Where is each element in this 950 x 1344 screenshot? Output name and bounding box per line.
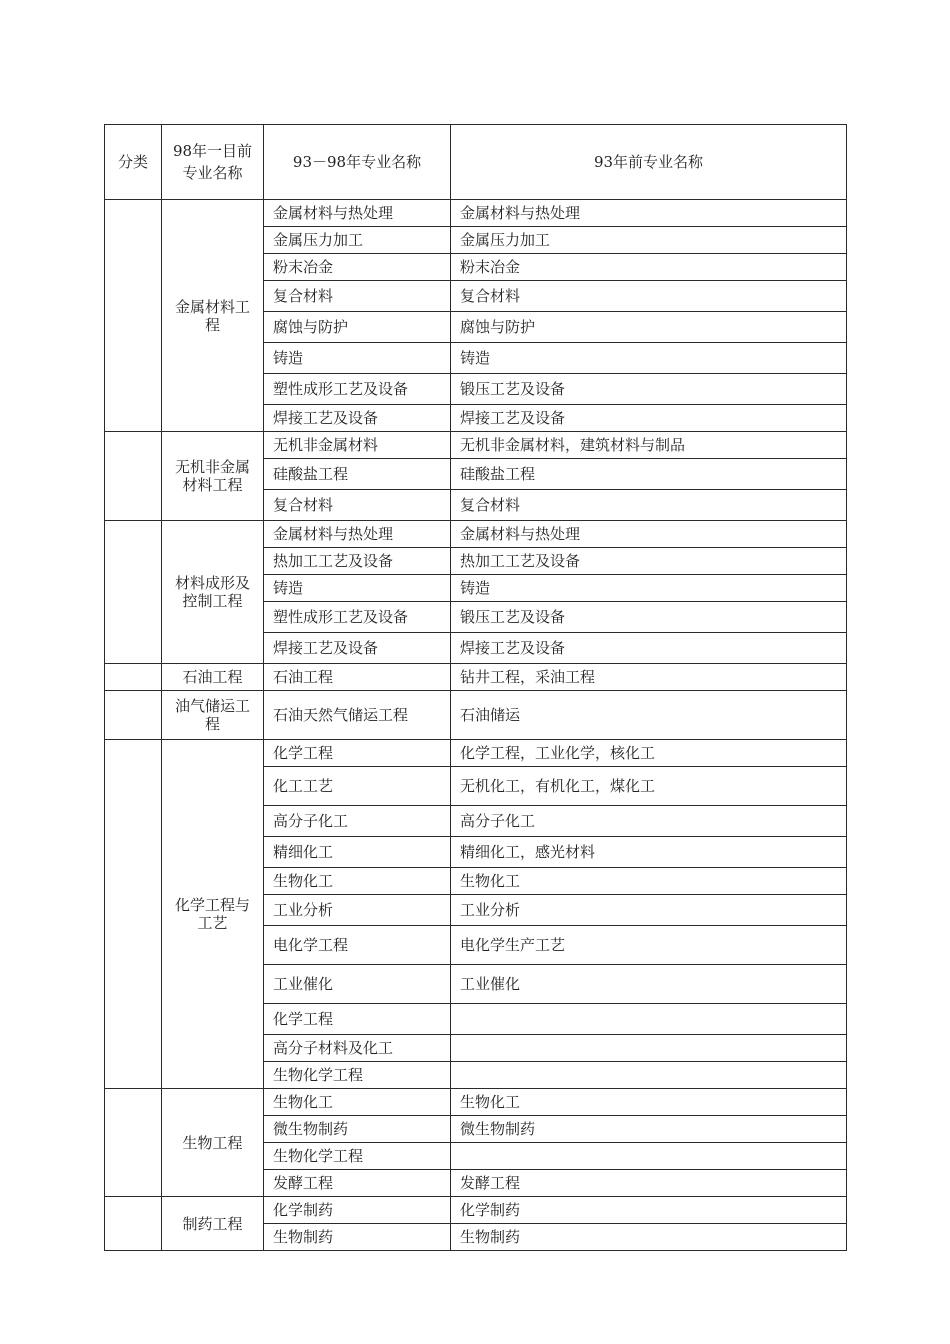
mid-period-major-name: 工业分析 bbox=[264, 895, 451, 926]
pre93-major-name bbox=[451, 1035, 847, 1062]
pre93-major-name: 石油储运 bbox=[451, 691, 847, 740]
mid-period-major-name: 硅酸盐工程 bbox=[264, 459, 451, 490]
pre93-major-name bbox=[451, 1143, 847, 1170]
table-row bbox=[105, 1197, 847, 1224]
pre93-major-name: 复合材料 bbox=[451, 281, 847, 312]
mid-period-major-name: 微生物制药 bbox=[264, 1116, 451, 1143]
pre93-major-name: 热加工工艺及设备 bbox=[451, 548, 847, 575]
major-mapping-table bbox=[104, 124, 847, 1251]
current-major-name: 无机非金属材料工程 bbox=[162, 432, 264, 521]
mid-period-major-name: 塑性成形工艺及设备 bbox=[264, 374, 451, 405]
pre93-major-name: 微生物制药 bbox=[451, 1116, 847, 1143]
category-cell bbox=[105, 691, 162, 740]
pre93-major-name: 铸造 bbox=[451, 575, 847, 602]
pre93-major-name: 化学制药 bbox=[451, 1197, 847, 1224]
category-cell bbox=[105, 200, 162, 432]
category-cell bbox=[105, 740, 162, 1089]
pre93-major-name: 粉末冶金 bbox=[451, 254, 847, 281]
pre93-major-name: 工业分析 bbox=[451, 895, 847, 926]
table-row bbox=[105, 664, 847, 691]
pre93-major-name bbox=[451, 1062, 847, 1089]
pre93-major-name: 焊接工艺及设备 bbox=[451, 633, 847, 664]
mid-period-major-name: 生物化学工程 bbox=[264, 1062, 451, 1089]
mid-period-major-name: 石油天然气储运工程 bbox=[264, 691, 451, 740]
table-body bbox=[105, 200, 847, 1251]
header-row bbox=[105, 125, 847, 200]
pre93-major-name: 金属压力加工 bbox=[451, 227, 847, 254]
category-cell bbox=[105, 432, 162, 521]
table-header bbox=[105, 125, 847, 200]
current-major-name: 金属材料工程 bbox=[162, 200, 264, 432]
mid-period-major-name: 化学工程 bbox=[264, 740, 451, 767]
pre93-major-name: 硅酸盐工程 bbox=[451, 459, 847, 490]
pre93-major-name: 锻压工艺及设备 bbox=[451, 374, 847, 405]
mid-period-major-name: 化学制药 bbox=[264, 1197, 451, 1224]
mid-period-major-name: 焊接工艺及设备 bbox=[264, 405, 451, 432]
table-row bbox=[105, 200, 847, 227]
pre93-major-name: 焊接工艺及设备 bbox=[451, 405, 847, 432]
category-cell bbox=[105, 1197, 162, 1251]
mid-period-major-name: 精细化工 bbox=[264, 837, 451, 868]
pre93-major-name: 复合材料 bbox=[451, 490, 847, 521]
pre93-major-name: 生物化工 bbox=[451, 868, 847, 895]
category-cell bbox=[105, 1089, 162, 1197]
pre93-major-name: 电化学生产工艺 bbox=[451, 926, 847, 965]
mid-period-major-name: 高分子化工 bbox=[264, 806, 451, 837]
mid-period-major-name: 发酵工程 bbox=[264, 1170, 451, 1197]
pre93-major-name: 无机化工，有机化工，煤化工 bbox=[451, 767, 847, 806]
mid-period-major-name: 化工工艺 bbox=[264, 767, 451, 806]
pre93-major-name: 钻井工程，采油工程 bbox=[451, 664, 847, 691]
mid-period-major-name: 铸造 bbox=[264, 575, 451, 602]
current-major-name: 材料成形及控制工程 bbox=[162, 521, 264, 664]
mid-period-major-name: 工业催化 bbox=[264, 965, 451, 1004]
current-major-name: 制药工程 bbox=[162, 1197, 264, 1251]
mid-period-major-name: 焊接工艺及设备 bbox=[264, 633, 451, 664]
category-cell bbox=[105, 664, 162, 691]
mid-period-major-name: 石油工程 bbox=[264, 664, 451, 691]
mid-period-major-name: 粉末冶金 bbox=[264, 254, 451, 281]
mid-period-major-name: 复合材料 bbox=[264, 490, 451, 521]
pre93-major-name: 工业催化 bbox=[451, 965, 847, 1004]
pre93-major-name: 腐蚀与防护 bbox=[451, 312, 847, 343]
mid-period-major-name: 复合材料 bbox=[264, 281, 451, 312]
pre93-major-name: 铸造 bbox=[451, 343, 847, 374]
table-row bbox=[105, 1089, 847, 1116]
pre93-major-name: 无机非金属材料，建筑材料与制品 bbox=[451, 432, 847, 459]
current-major-name: 化学工程与工艺 bbox=[162, 740, 264, 1089]
table-row bbox=[105, 432, 847, 459]
pre93-major-name: 生物制药 bbox=[451, 1224, 847, 1251]
mid-period-major-name: 生物化学工程 bbox=[264, 1143, 451, 1170]
pre93-major-name: 高分子化工 bbox=[451, 806, 847, 837]
mid-period-major-name: 无机非金属材料 bbox=[264, 432, 451, 459]
mid-period-major-name: 生物化工 bbox=[264, 1089, 451, 1116]
pre93-major-name bbox=[451, 1004, 847, 1035]
current-major-name: 石油工程 bbox=[162, 664, 264, 691]
current-major-name: 油气储运工程 bbox=[162, 691, 264, 740]
table-row bbox=[105, 740, 847, 767]
pre93-major-name: 锻压工艺及设备 bbox=[451, 602, 847, 633]
mid-period-major-name: 塑性成形工艺及设备 bbox=[264, 602, 451, 633]
mid-period-major-name: 生物化工 bbox=[264, 868, 451, 895]
header-current-name: 98年一目前专业名称 bbox=[162, 125, 264, 200]
header-mid-name: 93－98年专业名称 bbox=[264, 125, 451, 200]
mid-period-major-name: 电化学工程 bbox=[264, 926, 451, 965]
pre93-major-name: 精细化工，感光材料 bbox=[451, 837, 847, 868]
mid-period-major-name: 腐蚀与防护 bbox=[264, 312, 451, 343]
header-pre93-name: 93年前专业名称 bbox=[451, 125, 847, 200]
mid-period-major-name: 金属压力加工 bbox=[264, 227, 451, 254]
mid-period-major-name: 金属材料与热处理 bbox=[264, 521, 451, 548]
mid-period-major-name: 高分子材料及化工 bbox=[264, 1035, 451, 1062]
mid-period-major-name: 铸造 bbox=[264, 343, 451, 374]
pre93-major-name: 发酵工程 bbox=[451, 1170, 847, 1197]
table-row bbox=[105, 521, 847, 548]
mid-period-major-name: 热加工工艺及设备 bbox=[264, 548, 451, 575]
table-row bbox=[105, 691, 847, 740]
category-cell bbox=[105, 521, 162, 664]
pre93-major-name: 金属材料与热处理 bbox=[451, 200, 847, 227]
pre93-major-name: 生物化工 bbox=[451, 1089, 847, 1116]
mid-period-major-name: 化学工程 bbox=[264, 1004, 451, 1035]
pre93-major-name: 金属材料与热处理 bbox=[451, 521, 847, 548]
mid-period-major-name: 金属材料与热处理 bbox=[264, 200, 451, 227]
mid-period-major-name: 生物制药 bbox=[264, 1224, 451, 1251]
current-major-name: 生物工程 bbox=[162, 1089, 264, 1197]
pre93-major-name: 化学工程，工业化学，核化工 bbox=[451, 740, 847, 767]
header-category: 分类 bbox=[105, 125, 162, 200]
